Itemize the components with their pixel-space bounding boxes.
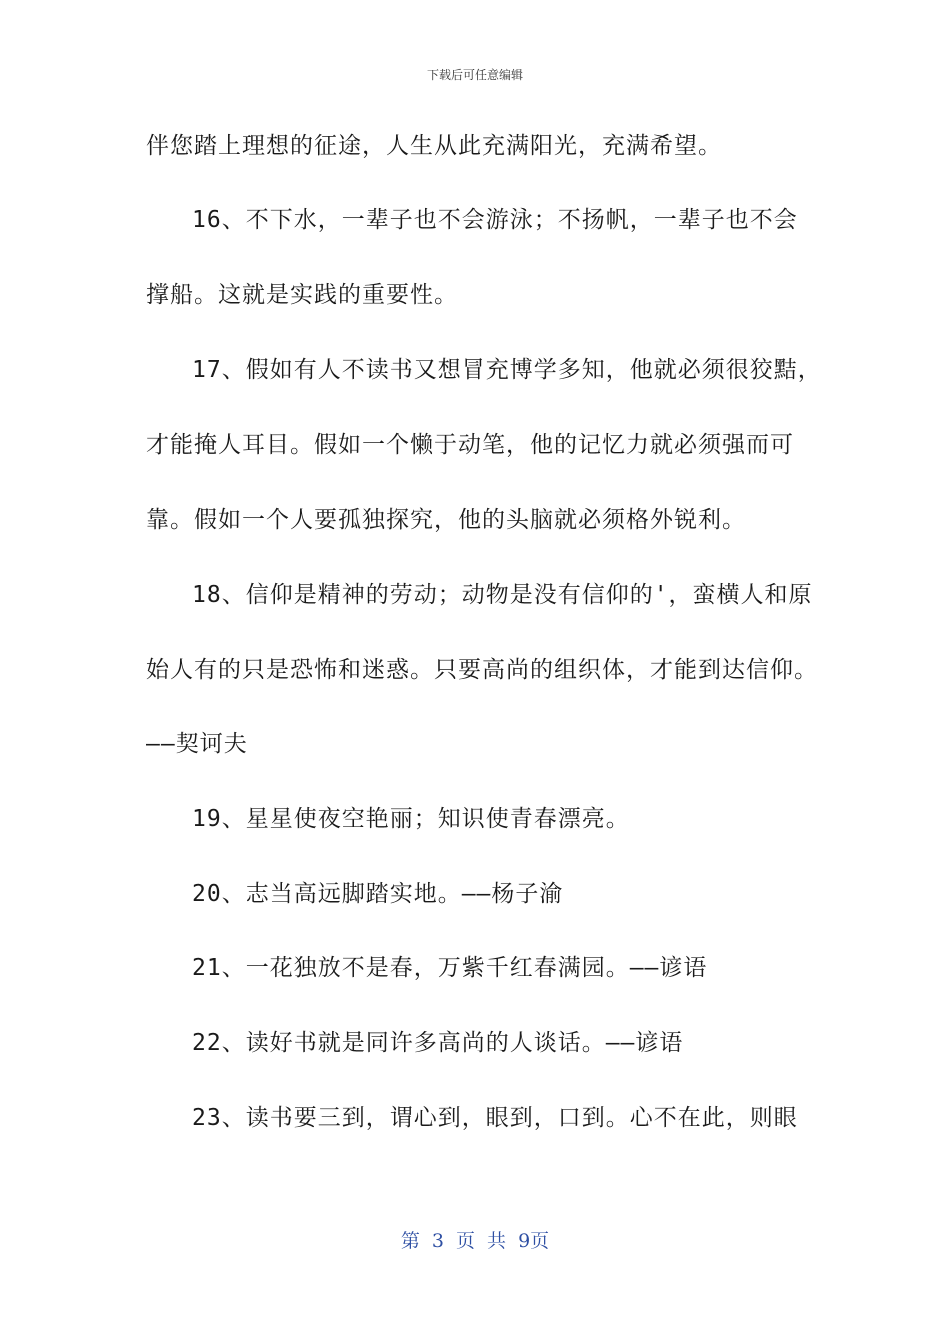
text-line: ——契诃夫 [146,731,248,757]
page-footer: 第 3 页 共 9页 [400,1230,550,1252]
text-line: 靠。假如一个人要孤独探究，他的头脑就必须格外锐利。 [146,507,746,533]
text-line: 19、星星使夜空艳丽；知识使青春漂亮。 [192,806,630,832]
text-line: 18、信仰是精神的劳动；动物是没有信仰的'，蛮横人和原 [192,582,813,608]
text-line: 22、读好书就是同许多高尚的人谈话。——谚语 [192,1030,684,1056]
text-line: 17、假如有人不读书又想冒充博学多知，他就必须很狡黠， [192,357,822,383]
text-line: 撑船。这就是实践的重要性。 [146,282,458,308]
text-line: 20、志当高远脚踏实地。——杨子渝 [192,881,564,907]
text-line: 伴您踏上理想的征途，人生从此充满阳光，充满希望。 [146,133,722,159]
text-line: 21、一花独放不是春，万紫千红春满园。——谚语 [192,955,708,981]
page-header: 下载后可任意编辑 [426,68,523,82]
text-line: 16、不下水，一辈子也不会游泳；不扬帆，一辈子也不会 [192,207,798,233]
text-line: 才能掩人耳目。假如一个懒于动笔，他的记忆力就必须强而可 [146,432,794,458]
text-line: 始人有的只是恐怖和迷惑。只要高尚的组织体，才能到达信仰。 [146,657,818,683]
text-line: 23、读书要三到，谓心到，眼到，口到。心不在此，则眼 [192,1105,798,1131]
